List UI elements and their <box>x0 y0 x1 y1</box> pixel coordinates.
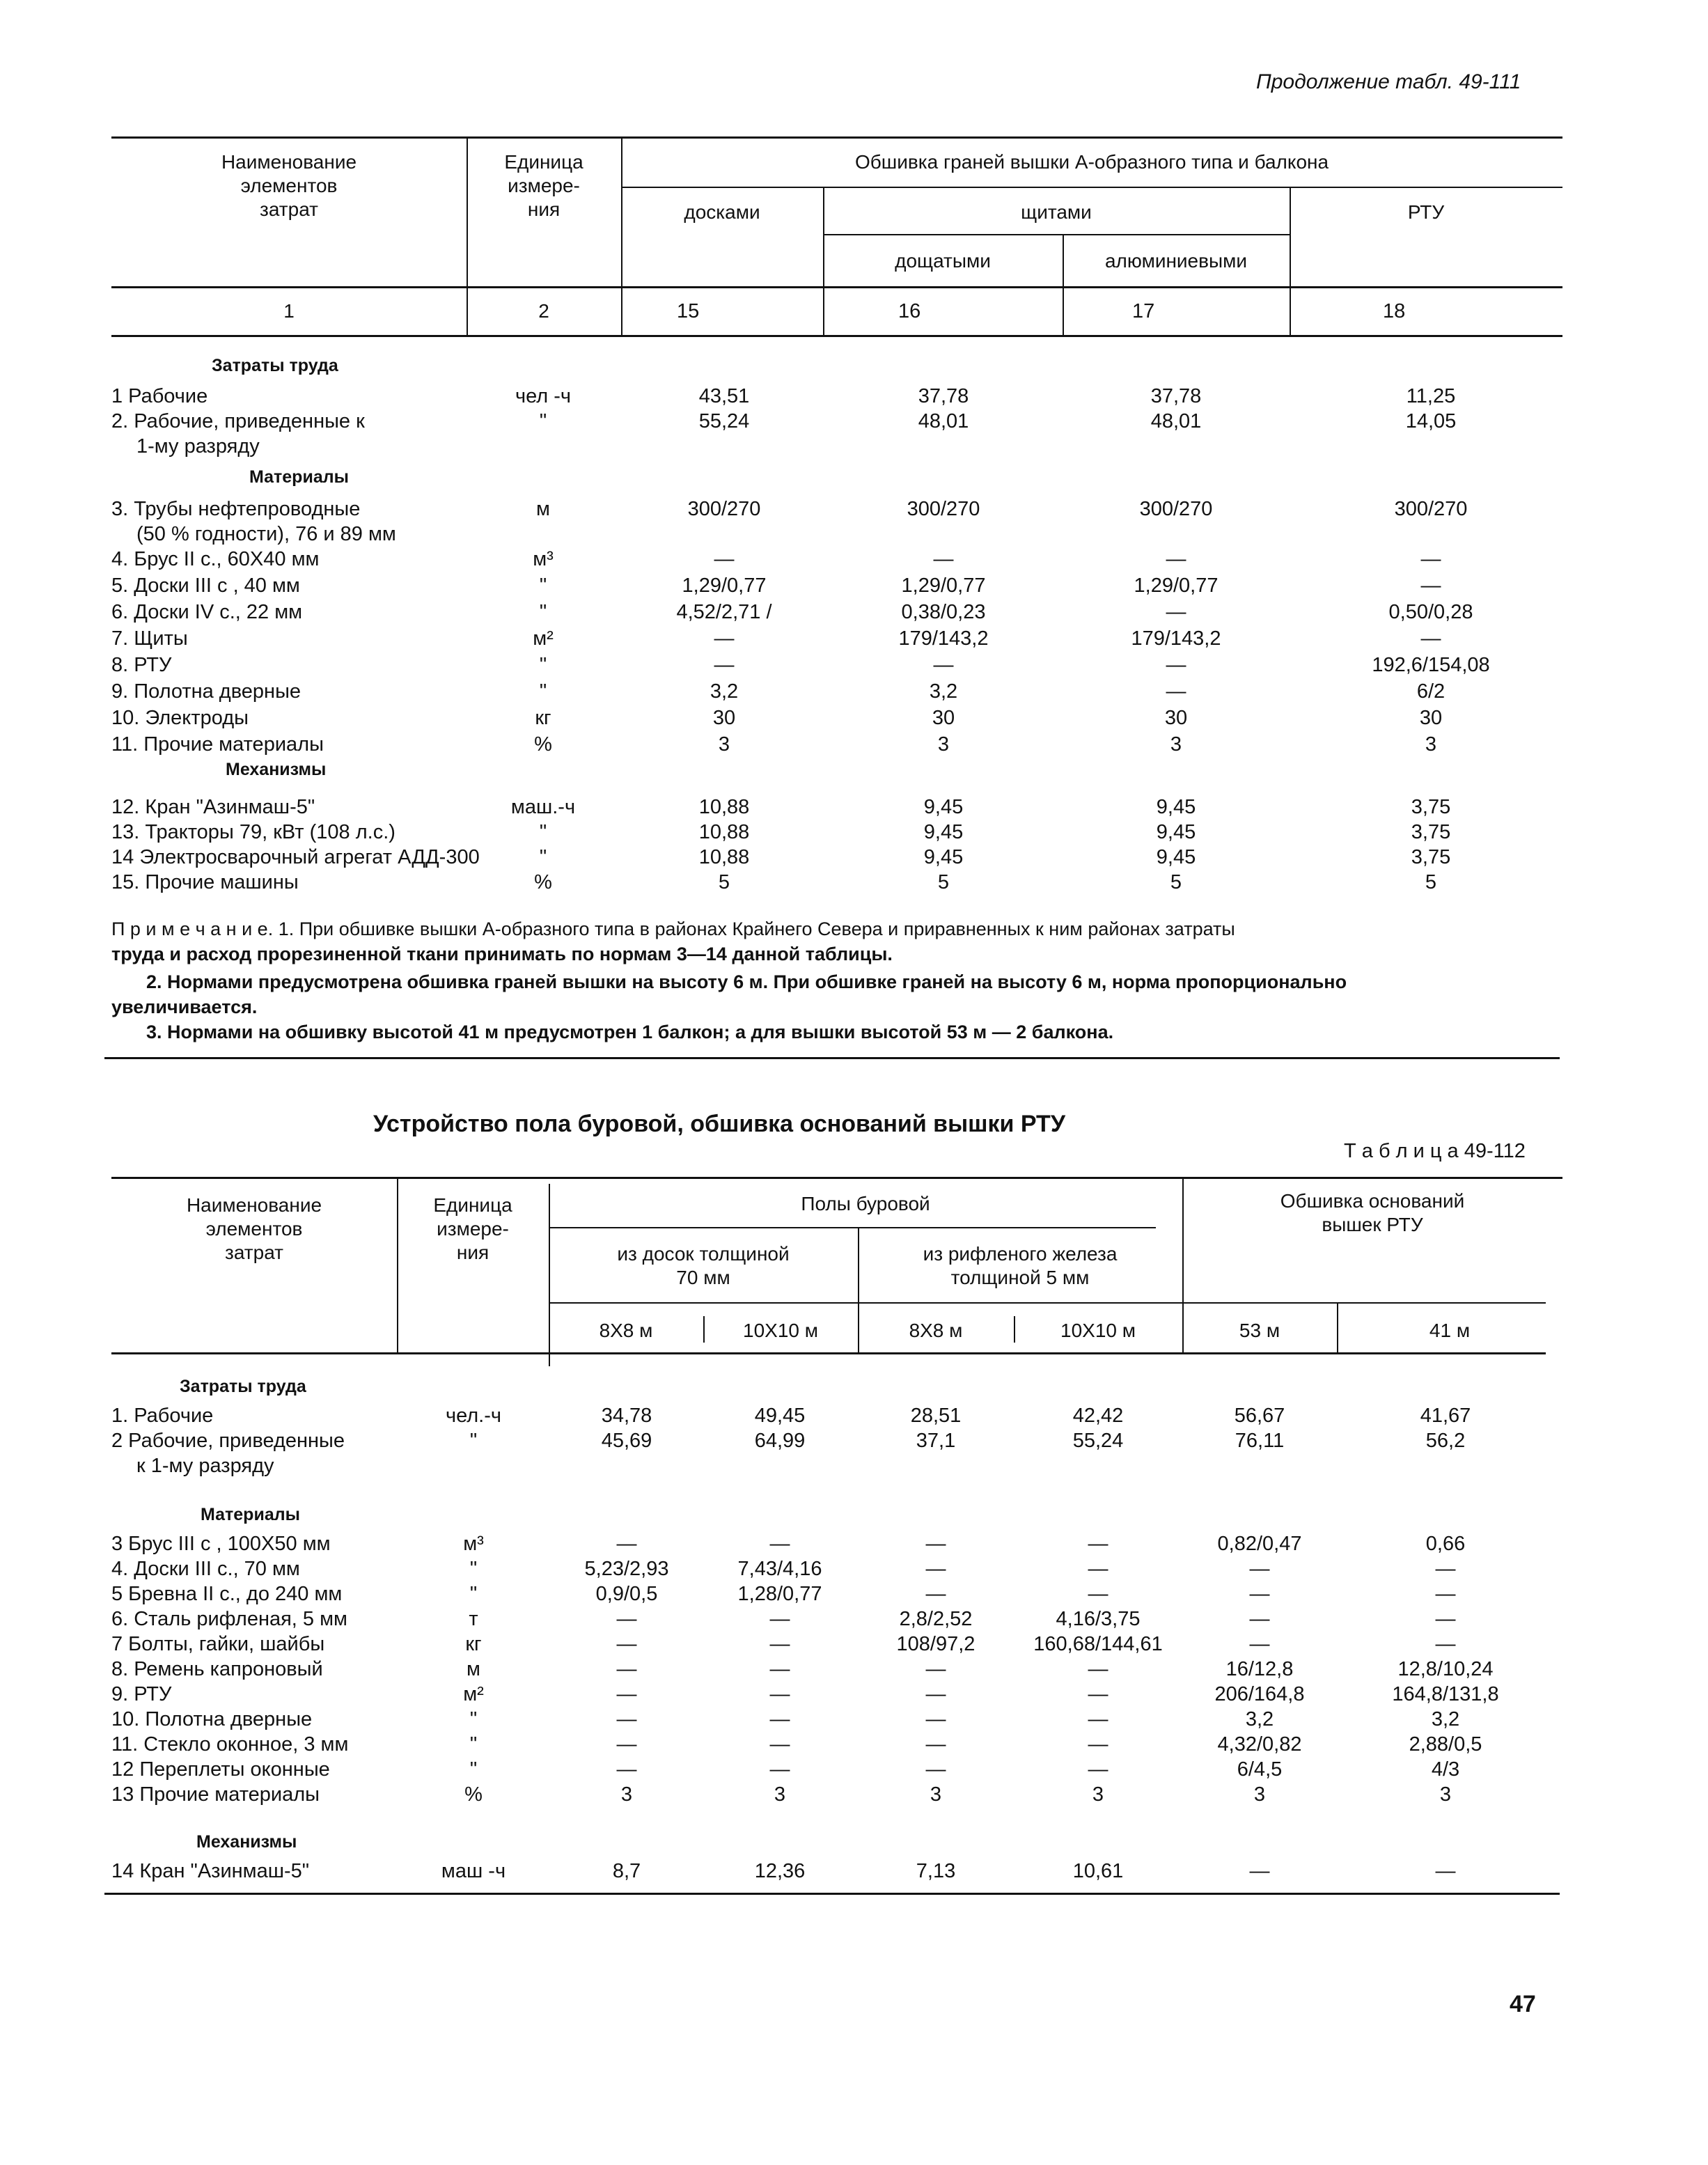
t2-cell: 3,2 <box>1431 1708 1460 1730</box>
t1-cell: м² <box>533 627 554 650</box>
t2-cell: 108/97,2 <box>896 1633 976 1655</box>
t1-row-label: 2. Рабочие, приведенные к <box>111 410 365 432</box>
t2-cell: — <box>1088 1533 1108 1555</box>
t1-cell: 1,29/0,77 <box>682 575 767 597</box>
t1-colnum: 17 <box>1132 300 1155 322</box>
t1-row-label: 3. Трубы нефтепроводные <box>111 498 361 520</box>
t1-alum-header: алюминиевыми <box>1104 250 1248 272</box>
t2-boards-header: из досок толщиной 70 мм <box>617 1243 790 1289</box>
t1-section-heading: Механизмы <box>226 760 327 779</box>
t1-cell: 3,75 <box>1411 846 1451 868</box>
t2-size-header: 10X10 м <box>743 1320 818 1341</box>
t1-cell: " <box>539 654 547 676</box>
t2-cell: — <box>769 1683 790 1705</box>
t2-row-label: 13 Прочие материалы <box>111 1783 320 1806</box>
t2-row-label: 4. Доски III с., 70 мм <box>111 1558 300 1580</box>
t2-cell: — <box>1088 1583 1108 1605</box>
t1-cell: чел -ч <box>515 385 572 407</box>
t2-cell: — <box>769 1758 790 1781</box>
t2-cell: — <box>1435 1608 1456 1630</box>
t2-cell: — <box>1088 1708 1108 1730</box>
t2-cell: — <box>925 1533 946 1555</box>
t2-cell: — <box>616 1533 637 1555</box>
t1-cell: 9,45 <box>1156 821 1196 843</box>
t2-cell: " <box>469 1430 478 1452</box>
t1-cell: 9,45 <box>923 796 964 818</box>
t1-cell: 55,24 <box>698 410 750 432</box>
t2-cell: — <box>769 1633 790 1655</box>
t2-cell: — <box>1249 1860 1270 1882</box>
t2-row-label: 12 Переплеты оконные <box>111 1758 330 1781</box>
t1-cell: 179/143,2 <box>1131 627 1221 650</box>
t1-group-header: Обшивка граней вышки А-образного типа и балкона <box>854 151 1329 173</box>
t1-cell: 4,52/2,71 / <box>676 601 772 623</box>
t2-cell: — <box>769 1608 790 1630</box>
t2-label: Т а б л и ц а 49-112 <box>1344 1140 1526 1162</box>
t1-cell: 30 <box>712 707 736 729</box>
t2-cell: — <box>769 1708 790 1730</box>
t2-cell: 55,24 <box>1072 1430 1124 1452</box>
t2-cell: — <box>1249 1558 1270 1580</box>
t1-row-label: 8. РТУ <box>111 654 172 676</box>
t1-cell: — <box>1166 654 1186 676</box>
t1-cell: 30 <box>932 707 955 729</box>
t2-cell: — <box>925 1583 946 1605</box>
t1-colnum: 15 <box>677 300 700 322</box>
t1-cell: 300/270 <box>907 498 980 520</box>
t1-cell: 0,50/0,28 <box>1388 601 1473 623</box>
t1-colnum: 2 <box>538 300 549 322</box>
t2-section-heading: Затраты труда <box>180 1377 306 1396</box>
t1-cell: 300/270 <box>687 498 761 520</box>
t2-cell: — <box>616 1608 637 1630</box>
t2-cell: 42,42 <box>1072 1405 1124 1427</box>
t2-cell: — <box>1435 1860 1456 1882</box>
t1-row-label: 12. Кран "Азинмаш-5" <box>111 796 315 818</box>
t2-row-label: 2 Рабочие, приведенные <box>111 1430 345 1452</box>
t1-cell: — <box>1420 548 1441 570</box>
t2-cell: 1,28/0,77 <box>737 1583 822 1605</box>
t2-cell: — <box>925 1733 946 1756</box>
t1-row-label: 6. Доски IV с., 22 мм <box>111 601 303 623</box>
t2-row-label: 14 Кран "Азинмаш-5" <box>111 1860 310 1882</box>
t2-cell: 160,68/144,61 <box>1033 1633 1163 1655</box>
t2-cell: кг <box>465 1633 482 1655</box>
t1-cell: 10,88 <box>698 846 750 868</box>
t1-cell: — <box>1166 548 1186 570</box>
t2-cell: 0,66 <box>1425 1533 1466 1555</box>
t2-cell: 45,69 <box>601 1430 652 1452</box>
t2-cell: — <box>1435 1558 1456 1580</box>
t2-cell: " <box>469 1583 478 1605</box>
continuation-caption: Продолжение табл. 49-111 <box>1256 70 1521 93</box>
t1-cell: — <box>1420 575 1441 597</box>
t1-rtu-header: РТУ <box>1407 201 1445 223</box>
t2-cell: 10,61 <box>1072 1860 1124 1882</box>
t2-row-label: 11. Стекло оконное, 3 мм <box>111 1733 349 1756</box>
t2-cell: 4,32/0,82 <box>1217 1733 1302 1756</box>
t2-cell: м² <box>463 1683 484 1705</box>
t1-cell: 5 <box>718 871 730 893</box>
t1-row-label: 13. Тракторы 79, кВт (108 л.с.) <box>111 821 395 843</box>
t1-colnum: 16 <box>898 300 921 322</box>
t2-size-header: 8X8 м <box>599 1320 653 1341</box>
t2-cell: 0,9/0,5 <box>595 1583 658 1605</box>
t1-cell: 5 <box>1170 871 1182 893</box>
t2-cell: 3 <box>1092 1783 1104 1806</box>
t1-cell: 300/270 <box>1394 498 1468 520</box>
page-number: 47 <box>1510 1991 1536 2017</box>
t1-boards-header: досками <box>684 201 760 223</box>
t2-cell: — <box>1249 1633 1270 1655</box>
t2-cell: " <box>469 1708 478 1730</box>
t1-shields-header: щитами <box>1021 201 1092 223</box>
t1-cell: 10,88 <box>698 796 750 818</box>
t2-cell: 49,45 <box>754 1405 806 1427</box>
t1-colnum: 18 <box>1383 300 1406 322</box>
t1-cell: — <box>933 654 954 676</box>
t1-cell: 30 <box>1419 707 1443 729</box>
t2-size-header: 10X10 м <box>1060 1320 1136 1341</box>
t2-cell: маш -ч <box>441 1860 506 1882</box>
t2-cell: — <box>616 1633 637 1655</box>
t2-row-label: 5 Бревна II с., до 240 мм <box>111 1583 343 1605</box>
t2-cell: 2,88/0,5 <box>1409 1733 1482 1756</box>
t1-cell: кг <box>535 707 551 729</box>
t1-cell: 48,01 <box>1150 410 1202 432</box>
t1-cell: 192,6/154,08 <box>1372 654 1490 676</box>
t2-size-header: 8X8 м <box>909 1320 963 1341</box>
t2-cell: — <box>769 1533 790 1555</box>
note-line: П р и м е ч а н и е. 1. При обшивке вышки А-образного типа в районах Крайнего Севера и приравненных к ним районах затраты <box>111 919 1235 939</box>
t2-cell: — <box>1435 1583 1456 1605</box>
t2-cell: — <box>616 1683 637 1705</box>
t1-row-label: 11. Прочие материалы <box>111 733 324 756</box>
t2-cell: 4/3 <box>1431 1758 1460 1781</box>
t2-section-heading: Материалы <box>201 1505 300 1524</box>
t2-row-label: 10. Полотна дверные <box>111 1708 313 1730</box>
t2-cell: — <box>1088 1733 1108 1756</box>
t1-cell: — <box>933 548 954 570</box>
t2-cell: 0,82/0,47 <box>1217 1533 1302 1555</box>
t2-cell: 4,16/3,75 <box>1056 1608 1141 1630</box>
t1-cell: 6/2 <box>1416 680 1445 703</box>
t2-size-header: 41 м <box>1429 1320 1471 1341</box>
t2-cell: 16/12,8 <box>1225 1658 1294 1680</box>
t1-row-label: 14 Электросварочный агрегат АДД-300 <box>111 846 480 868</box>
t2-row-label: 9. РТУ <box>111 1683 172 1705</box>
t2-cell: 164,8/131,8 <box>1392 1683 1499 1705</box>
t1-cell: 1,29/0,77 <box>1134 575 1219 597</box>
t1-cell: 9,45 <box>923 821 964 843</box>
t1-cell: " <box>539 410 547 432</box>
t2-cell: — <box>1088 1758 1108 1781</box>
t1-cell: 37,78 <box>1150 385 1202 407</box>
t1-cell: 0,38/0,23 <box>901 601 986 623</box>
t2-cell: 56,67 <box>1234 1405 1285 1427</box>
t1-cell: 3 <box>1170 733 1182 756</box>
t2-cell: 8,7 <box>612 1860 641 1882</box>
t2-col-name-header: Наименование элементов затрат <box>186 1194 322 1264</box>
t1-cell: 10,88 <box>698 821 750 843</box>
t1-section-heading: Материалы <box>249 467 349 487</box>
t1-cell: — <box>714 627 735 650</box>
t2-cell: 3 <box>1253 1783 1266 1806</box>
t1-plank-header: дощатыми <box>895 250 991 272</box>
t1-cell: 3,75 <box>1411 796 1451 818</box>
t1-row-label: 1-му разряду <box>136 435 260 458</box>
t2-cell: — <box>616 1658 637 1680</box>
t2-cell: 12,36 <box>754 1860 806 1882</box>
t2-cell: " <box>469 1758 478 1781</box>
t1-row-label: (50 % годности), 76 и 89 мм <box>136 523 396 545</box>
t2-cell: 3,2 <box>1245 1708 1274 1730</box>
t1-row-label: 15. Прочие машины <box>111 871 299 893</box>
t2-cell: 56,2 <box>1425 1430 1466 1452</box>
t2-cell: 3 <box>774 1783 786 1806</box>
t2-cell: — <box>769 1658 790 1680</box>
t2-iron-header: из рифленого железа толщиной 5 мм <box>923 1243 1118 1289</box>
t1-colnum: 1 <box>283 300 295 322</box>
t2-cell: — <box>616 1758 637 1781</box>
note-line: 2. Нормами предусмотрена обшивка граней вышки на высоту 6 м. При обшивке граней на высоту 6 м, норма пропорционально <box>146 971 1347 992</box>
t2-cell: 206/164,8 <box>1214 1683 1305 1705</box>
t1-cell: — <box>1420 627 1441 650</box>
t1-cell: — <box>1166 680 1186 703</box>
t1-cell: 9,45 <box>923 846 964 868</box>
t1-cell: 3 <box>937 733 950 756</box>
t1-cell: % <box>534 733 552 756</box>
t2-title: Устройство пола буровой, обшивка оснований вышки РТУ <box>373 1111 1065 1137</box>
t2-cell: — <box>769 1733 790 1756</box>
t1-cell: " <box>539 601 547 623</box>
t2-cell: 3 <box>1439 1783 1452 1806</box>
t2-col-unit-header: Единица измере- ния <box>433 1194 512 1264</box>
t2-row-label: к 1-му разряду <box>136 1455 274 1477</box>
t2-cell: 3 <box>620 1783 633 1806</box>
t2-cell: — <box>616 1733 637 1756</box>
t1-row-label: 5. Доски III с , 40 мм <box>111 575 300 597</box>
t1-cell: 37,78 <box>918 385 969 407</box>
t1-cell: 1,29/0,77 <box>901 575 986 597</box>
note-line: увеличивается. <box>111 996 258 1017</box>
t1-cell: 3 <box>718 733 730 756</box>
t2-cell: 7,13 <box>916 1860 956 1882</box>
t2-cell: м³ <box>463 1533 484 1555</box>
t2-cell: — <box>1088 1658 1108 1680</box>
t2-cell: 12,8/10,24 <box>1397 1658 1494 1680</box>
note-line: труда и расход прорезиненной ткани принимать по нормам 3—14 данной таблицы. <box>111 944 893 964</box>
t2-cell: — <box>1249 1583 1270 1605</box>
t1-cell: 9,45 <box>1156 846 1196 868</box>
t2-cell: — <box>1435 1633 1456 1655</box>
t2-cell: 37,1 <box>916 1430 956 1452</box>
t1-cell: — <box>714 548 735 570</box>
t1-row-label: 9. Полотна дверные <box>111 680 301 703</box>
t2-cell: 34,78 <box>601 1405 652 1427</box>
t1-cell: м <box>536 498 550 520</box>
t2-cell: 6/4,5 <box>1237 1758 1283 1781</box>
t2-base-header: Обшивка оснований вышек РТУ <box>1280 1190 1465 1236</box>
t2-cell: — <box>1088 1683 1108 1705</box>
t1-col-unit-header: Единица измере- ния <box>504 151 583 221</box>
note-line: 3. Нормами на обшивку высотой 41 м предусмотрен 1 балкон; а для вышки высотой 53 м — 2 балкона. <box>146 1022 1114 1042</box>
t2-cell: 76,11 <box>1235 1430 1285 1452</box>
t1-row-label: 4. Брус II с., 60X40 мм <box>111 548 320 570</box>
t2-cell: т <box>469 1608 478 1630</box>
t1-cell: 3,2 <box>710 680 739 703</box>
t2-cell: — <box>1249 1608 1270 1630</box>
t1-row-label: 10. Электроды <box>111 707 249 729</box>
t1-cell: 300/270 <box>1139 498 1213 520</box>
t1-cell: 14,05 <box>1405 410 1457 432</box>
t1-cell: " <box>539 575 547 597</box>
t2-row-label: 3 Брус III с , 100X50 мм <box>111 1533 331 1555</box>
t2-cell: % <box>464 1783 483 1806</box>
t2-row-label: 1. Рабочие <box>111 1405 214 1427</box>
t1-cell: 48,01 <box>918 410 969 432</box>
t1-cell: " <box>539 846 547 868</box>
t2-cell: 7,43/4,16 <box>737 1558 822 1580</box>
t1-cell: 3,75 <box>1411 821 1451 843</box>
t2-cell: м <box>467 1658 480 1680</box>
t1-cell: % <box>534 871 552 893</box>
t1-cell: 9,45 <box>1156 796 1196 818</box>
t2-size-header: 53 м <box>1239 1320 1280 1341</box>
t1-cell: 11,25 <box>1406 385 1456 407</box>
t1-cell: — <box>714 654 735 676</box>
t2-cell: 64,99 <box>754 1430 806 1452</box>
t2-cell: — <box>925 1658 946 1680</box>
t2-row-label: 6. Сталь рифленая, 5 мм <box>111 1608 347 1630</box>
t1-cell: м³ <box>533 548 554 570</box>
t1-cell: 30 <box>1164 707 1188 729</box>
t1-cell: — <box>1166 601 1186 623</box>
t1-cell: 5 <box>937 871 950 893</box>
t1-cell: " <box>539 680 547 703</box>
t2-cell: 2,8/2,52 <box>899 1608 973 1630</box>
t2-cell: — <box>925 1558 946 1580</box>
t1-row-label: 7. Щиты <box>111 627 188 650</box>
t2-cell: — <box>925 1708 946 1730</box>
t2-cell: чел.-ч <box>445 1405 502 1427</box>
t2-floors-header: Полы буровой <box>801 1193 930 1214</box>
t1-cell: 3 <box>1425 733 1437 756</box>
t1-cell: 3,2 <box>929 680 958 703</box>
t2-section-heading: Механизмы <box>196 1832 297 1852</box>
t2-cell: 41,67 <box>1420 1405 1471 1427</box>
t1-cell: " <box>539 821 547 843</box>
t1-col-name-header: Наименование элементов затрат <box>221 151 357 221</box>
t2-cell: — <box>616 1708 637 1730</box>
t2-cell: 5,23/2,93 <box>584 1558 669 1580</box>
t2-cell: — <box>925 1683 946 1705</box>
t1-section-heading: Затраты труда <box>212 356 338 375</box>
t1-cell: 179/143,2 <box>898 627 989 650</box>
t1-row-label: 1 Рабочие <box>111 385 208 407</box>
t1-cell: маш.-ч <box>510 796 576 818</box>
t2-cell: 28,51 <box>910 1405 962 1427</box>
t2-cell: 3 <box>930 1783 942 1806</box>
t1-cell: 43,51 <box>698 385 750 407</box>
t2-cell: " <box>469 1733 478 1756</box>
t2-row-label: 7 Болты, гайки, шайбы <box>111 1633 325 1655</box>
t2-row-label: 8. Ремень капроновый <box>111 1658 323 1680</box>
t2-cell: — <box>925 1758 946 1781</box>
t2-cell: " <box>469 1558 478 1580</box>
t1-cell: 5 <box>1425 871 1437 893</box>
t2-cell: — <box>1088 1558 1108 1580</box>
